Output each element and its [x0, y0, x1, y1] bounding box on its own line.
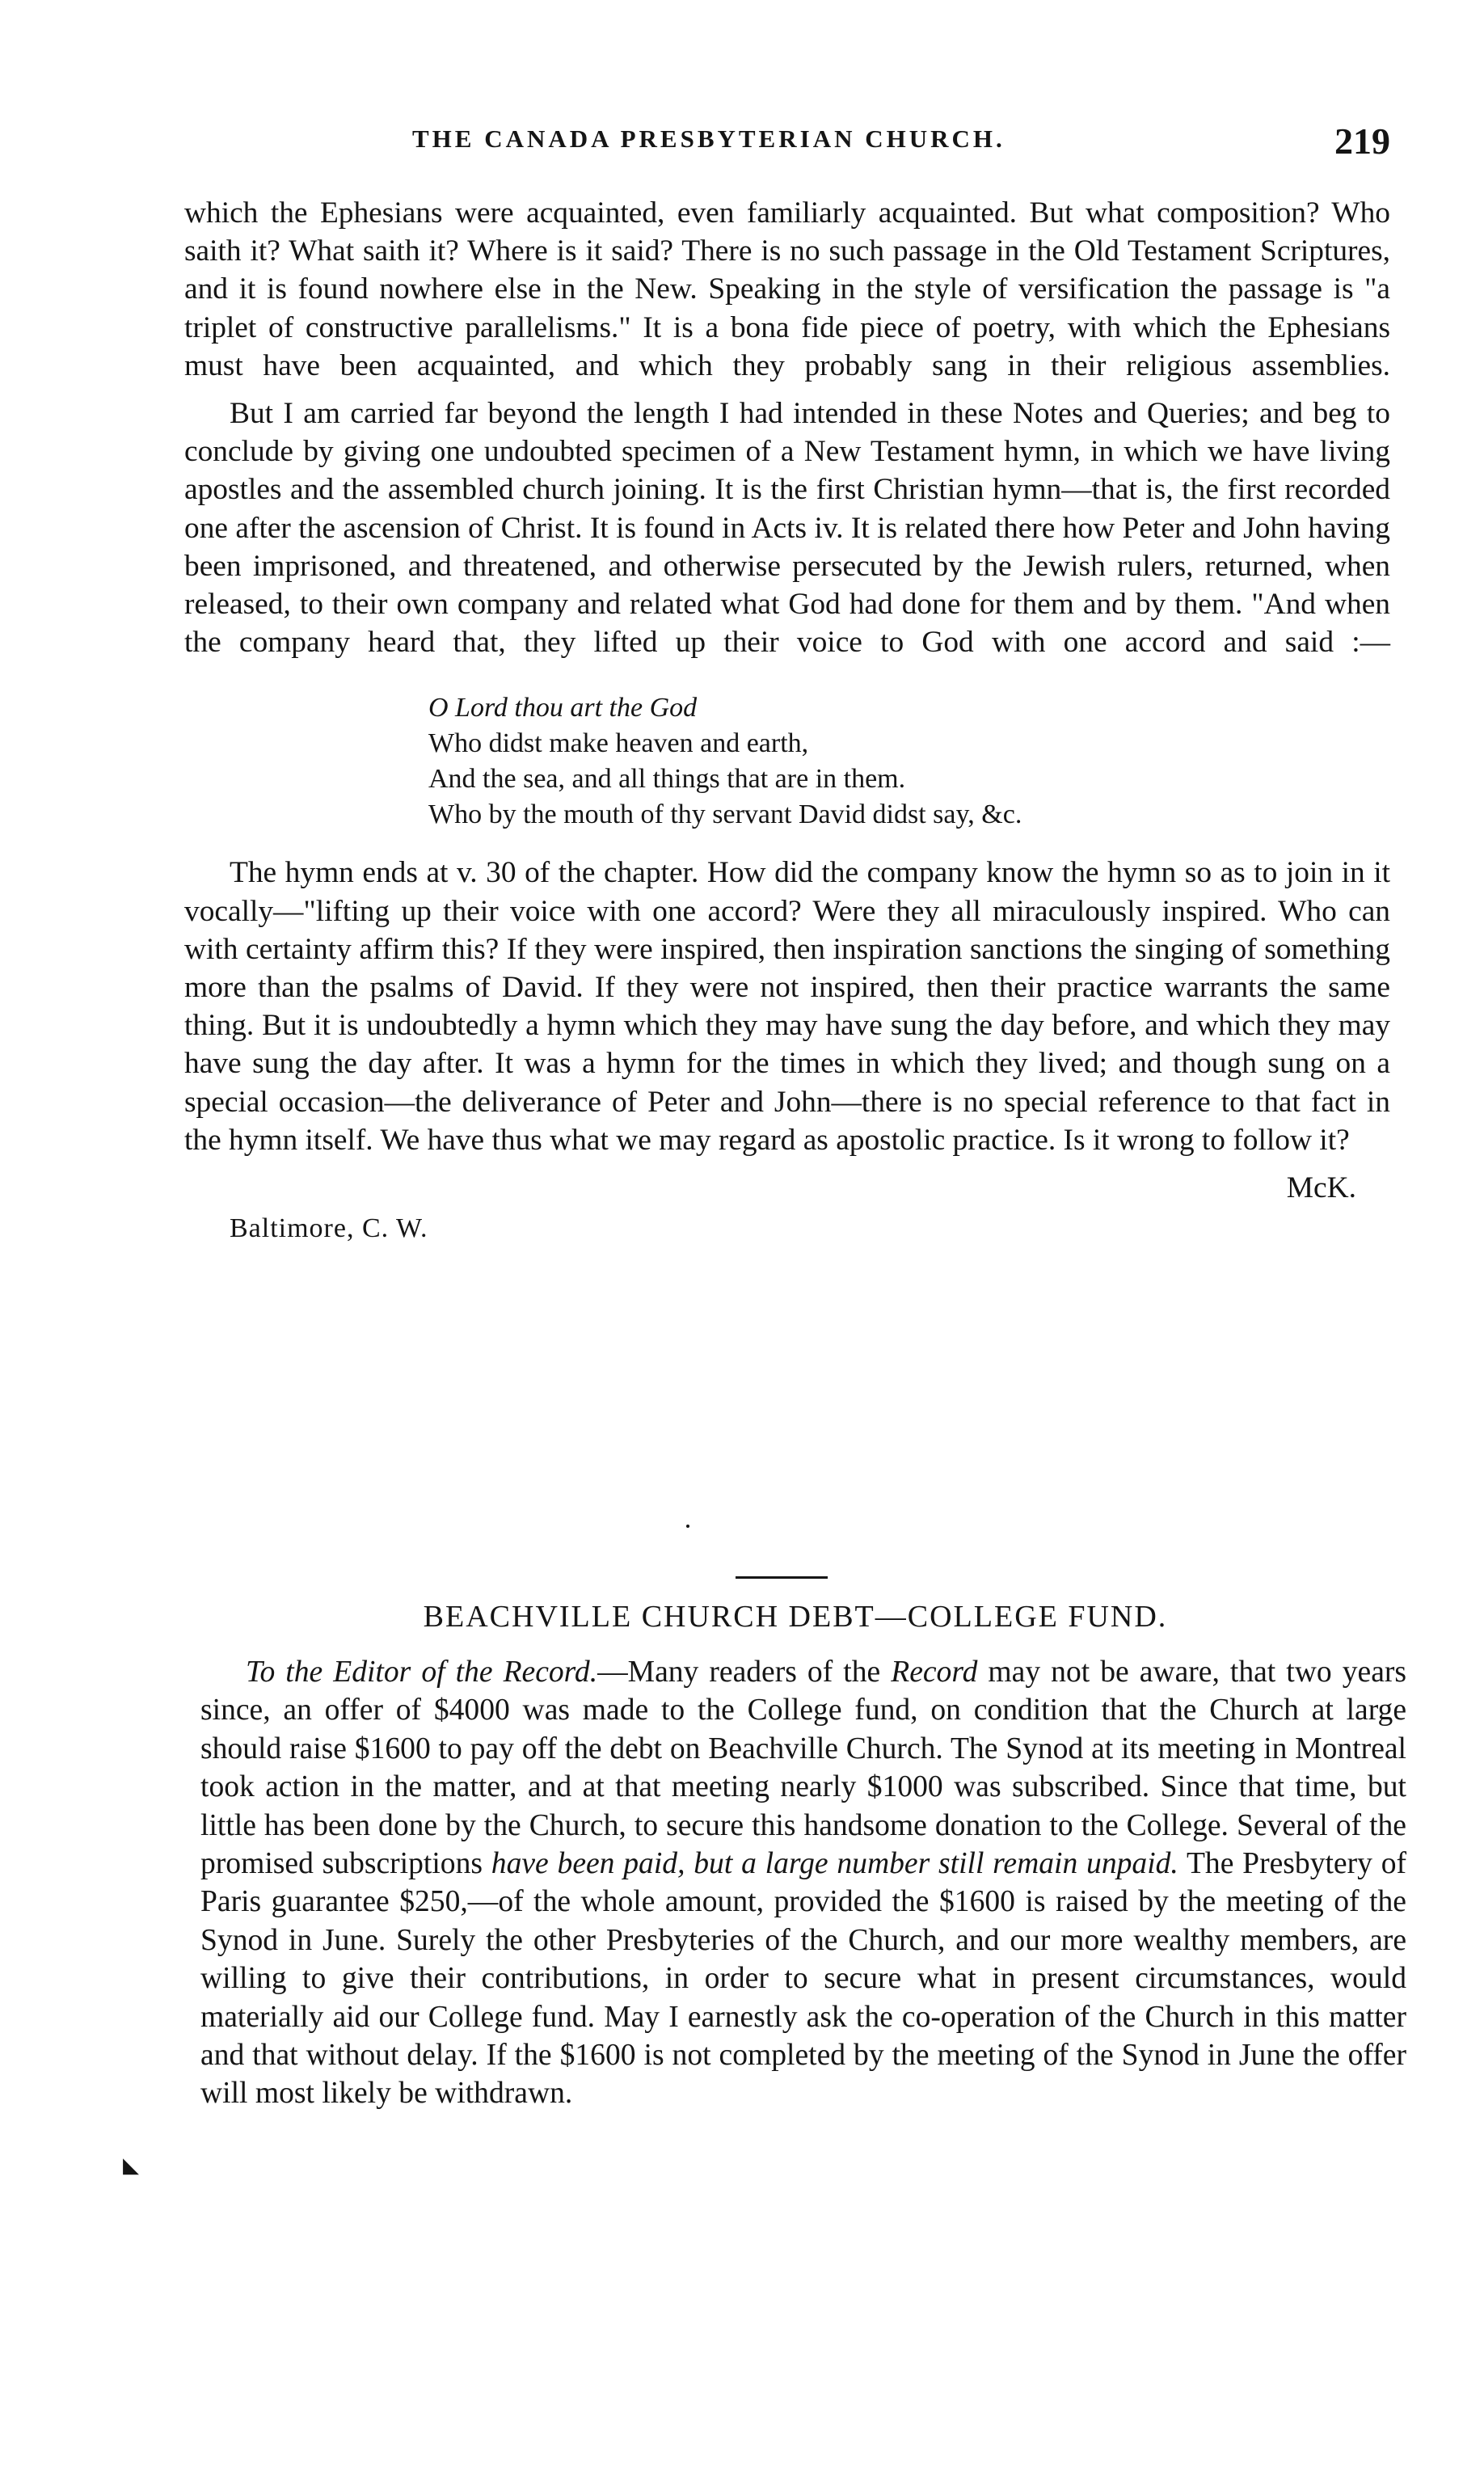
section-body — [200, 1653, 1406, 2113]
stray-dot — [686, 1525, 689, 1528]
verse-line-1: O Lord thou art the God — [428, 693, 698, 723]
verse-line-4: Who by the mouth of thy servant David didst say, &c. — [428, 799, 1022, 830]
author-signature: McK. — [1286, 1171, 1356, 1205]
letter-text-1: —Many readers of the — [597, 1656, 892, 1689]
running-title: THE CANADA PRESBYTERIAN CHURCH. — [412, 124, 1005, 153]
paragraph-2: But I am carried far beyond the length I had intended in these Notes and Queries; and beg to conclude by giving one undoubted specimen of a New Testament hymn, in which we have living apostles and the assembled church joining. It is the first Christian hymn—that is, the first recorded one after the ascension of Christ. It is found in Acts iv. It is related there how Peter and John having been imprisoned, and threatened, and otherwise persecuted by the Jewish rulers, returned, when released, to their own company and related what God had done for them and by them. "And when the company heard that, they lifted up their voice to God with one accord and said :— — [184, 397, 1390, 660]
letter-text-2: may not be aware, that two years since, an offer of $4000 was made to the College fund, on condition that the Church at large should raise $1600 to pay off the debt on Beachville Church. The Synod at its meeting in Montreal took action in the matter, and at that meeting nearly $1000 was subscribed. Since that time, but little has been done by the Church, to secure this handsome donation to the College. Several of the promised subscriptions — [200, 1656, 1407, 1881]
letter-text-3: The Presbytery of Paris guarantee $250,—of the whole amount, provided the $1600 is raised by the meeting of the Synod in June. Surely the other Presbyteries of the Church, and our more wealthy members, are willing to give their contributions, in order to secure what in present circumstances, would materially aid our College fund. May I earnestly ask the co-operation of the Church in this matter and that without delay. If the $1600 is not completed by the meeting of the Synod in June the offer will most likely be withdrawn. — [200, 1847, 1407, 2111]
page-number: 219 — [1334, 120, 1390, 162]
verse-line-3: And the sea, and all things that are in them. — [428, 764, 906, 795]
place-line: Baltimore, C. W. — [230, 1213, 428, 1244]
verse-line-2: Who didst make heaven and earth, — [428, 728, 809, 759]
section-divider — [736, 1576, 828, 1579]
paragraph-1: which the Ephesians were acquainted, even familiarly acquainted. But what composition? Who saith it? What saith it? Where is it said? There is no such passage in the Old Testament Scriptures, and it is found nowhere else in the New. Speaking in the style of versification the passage is "a triplet of constructive parallelisms." It is a bona fide piece of poetry, with which the Ephesians must have been acquainted, and which they probably sang in their religious assemblies. — [184, 196, 1390, 382]
running-head — [186, 120, 1390, 168]
italic-clause: have been paid, but a large number still remain unpaid. — [491, 1847, 1178, 1881]
record-title: Record — [891, 1656, 978, 1689]
letter-paragraph — [200, 1653, 1406, 2113]
section-heading: BEACHVILLE CHURCH DEBT—COLLEGE FUND. — [423, 1600, 1168, 1634]
hymn-verse — [428, 690, 1390, 833]
article-body — [184, 194, 1390, 1251]
paragraph-3: The hymn ends at v. 30 of the chapter. How did the company know the hymn so as to join in it vocally—"lifting up their voice with one accord? Were they all miraculously inspired. Who can with certainty affirm this? If they were inspired, then inspiration sanctions the singing of something more than the psalms of David. If they were not inspired, then their practice warrants the same thing. But it is undoubtedly a hymn which they may have sung the day before, and which they may have sung the day after. It was a hymn for the times in which they lived; and though sung on a special occasion—the deliverance of Peter and John—there is no special reference to that fact in the hymn itself. We have thus what we may regard as apostolic practice. Is it wrong to follow it? — [184, 856, 1390, 1157]
salutation: To the Editor of the Record. — [246, 1656, 598, 1689]
margin-mark: ◣ — [123, 2153, 139, 2177]
